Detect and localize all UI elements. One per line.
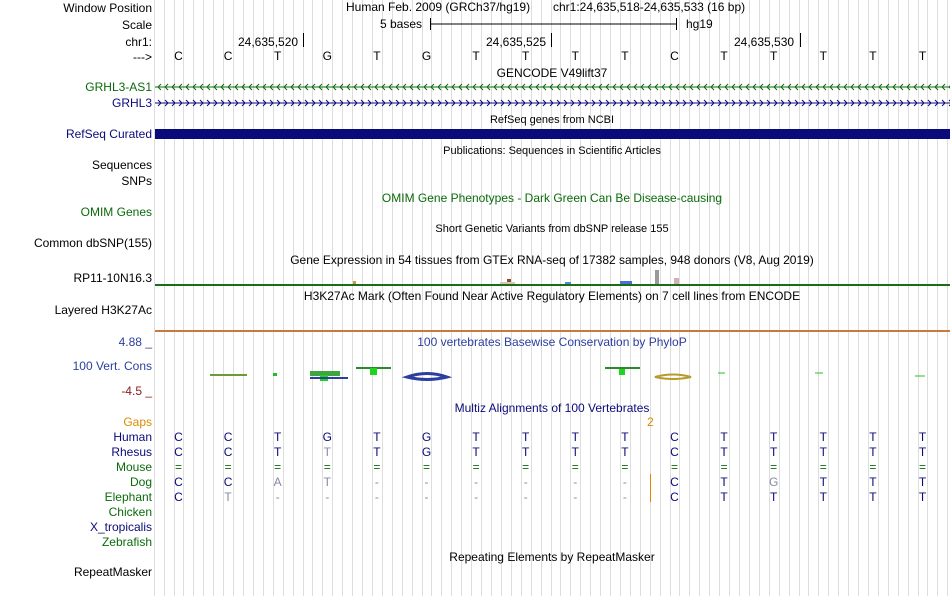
track-label-repeatmasker[interactable]: RepeatMasker	[73, 565, 152, 579]
alignment-base: T	[869, 445, 877, 459]
base-letter: G	[421, 49, 432, 63]
alignment-base: C	[223, 445, 233, 459]
coord-tick-mark-1	[303, 33, 304, 47]
alignment-base: T	[323, 445, 331, 459]
alignment-base: T	[918, 490, 927, 504]
species-label-dog[interactable]: Dog	[129, 475, 152, 489]
h3k27ac-title: H3K27Ac Mark (Often Found Near Active Regulatory Elements) on 7 cell lines from ENCODE	[303, 289, 801, 303]
alignment-base: =	[224, 460, 232, 474]
h3k27ac-signal[interactable]	[155, 330, 950, 332]
alignment-base: G	[421, 430, 432, 444]
base-letter: T	[373, 49, 381, 63]
alignment-base: C	[223, 475, 233, 489]
track-label-h3k27ac[interactable]: Layered H3K27Ac	[54, 303, 152, 317]
alignment-base: =	[522, 460, 530, 474]
phylop-ymax: 4.88 _	[118, 335, 152, 349]
alignment-base: -	[374, 475, 379, 489]
coord-tick-mark-2	[551, 33, 552, 47]
omim-title: OMIM Gene Phenotypes - Dark Green Can Be Disease-causing	[381, 191, 723, 205]
alignment-base: T	[720, 490, 728, 504]
species-label-elephant[interactable]: Elephant	[104, 490, 152, 504]
alignment-base: =	[670, 460, 679, 474]
refseq-title: RefSeq genes from NCBI	[489, 114, 615, 126]
alignment-base: T	[819, 475, 827, 489]
alignment-base: =	[323, 460, 331, 474]
alignment-base: T	[621, 430, 629, 444]
alignment-base: C	[670, 430, 679, 444]
base-letter: T	[819, 49, 827, 63]
alignment-base: T	[918, 430, 927, 444]
alignment-base: =	[770, 460, 778, 474]
alignment-base: -	[523, 490, 528, 504]
alignment-base: C	[670, 475, 679, 489]
phylop-plot[interactable]	[155, 360, 950, 390]
species-label-x_tropicalis[interactable]: X_tropicalis	[89, 520, 152, 534]
coord-tick-1: 24,635,520	[238, 35, 299, 49]
base-letter: C	[174, 49, 183, 63]
alignment-base: -	[622, 490, 627, 504]
alignment-base: -	[474, 475, 479, 489]
track-label-phylop[interactable]: 100 Vert. Cons	[72, 359, 152, 373]
base-letter: T	[621, 49, 629, 63]
gene-label-grhl3[interactable]: GRHL3	[111, 96, 152, 110]
alignment-base: =	[174, 460, 183, 474]
track-label-refseq[interactable]: RefSeq Curated	[65, 127, 152, 141]
alignment-base: C	[670, 445, 679, 459]
alignment-base: T	[274, 445, 282, 459]
gtex-bars[interactable]	[155, 268, 950, 288]
alignment-base: -	[374, 490, 379, 504]
alignment-base: T	[869, 490, 877, 504]
alignment-base: -	[325, 490, 330, 504]
gencode-title: GENCODE V49lift37	[496, 66, 608, 80]
alignment-base: T	[373, 445, 381, 459]
alignment-base: G	[421, 445, 432, 459]
base-letter: C	[670, 49, 679, 63]
chr-label: chr1:	[125, 35, 152, 49]
publications-title: Publications: Sequences in Scientific Articles	[443, 145, 661, 157]
base-letter: T	[472, 49, 480, 63]
multiz-title: Multiz Alignments of 100 Vertebrates	[454, 401, 650, 415]
track-label-dbsnp[interactable]: Common dbSNP(155)	[33, 236, 152, 250]
gene-label-grhl3-as1[interactable]: GRHL3-AS1	[85, 80, 152, 94]
alignment-base: T	[571, 445, 579, 459]
strand-label: --->	[133, 50, 152, 64]
alignment-base: -	[622, 475, 627, 489]
alignment-base: -	[573, 475, 578, 489]
alignment-base: T	[869, 430, 877, 444]
alignment-base: T	[472, 430, 480, 444]
species-label-mouse[interactable]: Mouse	[115, 460, 152, 474]
refseq-gene-bar[interactable]	[155, 129, 950, 139]
alignment-base: T	[720, 430, 728, 444]
scale-bases-text: 5 bases	[380, 17, 423, 31]
alignment-base: T	[869, 475, 877, 489]
alignment-base: T	[274, 430, 282, 444]
alignment-base: C	[174, 430, 183, 444]
alignment-base: =	[621, 460, 629, 474]
alignment-base: T	[770, 490, 778, 504]
alignment-base: =	[819, 460, 827, 474]
alignment-base: T	[918, 445, 927, 459]
gencode-genes[interactable]	[155, 81, 950, 111]
alignment-base: -	[275, 490, 280, 504]
alignment-base: C	[174, 445, 183, 459]
species-label-chicken[interactable]: Chicken	[108, 505, 152, 519]
alignment-base: T	[621, 445, 629, 459]
species-label-rhesus[interactable]: Rhesus	[111, 445, 152, 459]
alignment-base: =	[472, 460, 480, 474]
alignment-base: G	[769, 475, 779, 489]
alignment-base: =	[720, 460, 728, 474]
alignment-base: T	[522, 445, 530, 459]
gap-count: 2	[647, 415, 654, 429]
track-label-omim[interactable]: OMIM Genes	[80, 205, 152, 219]
alignment-base: T	[770, 445, 778, 459]
alignment-base: =	[918, 460, 927, 474]
alignment-base: -	[474, 490, 479, 504]
alignment-base: -	[573, 490, 578, 504]
alignment-base: T	[522, 430, 530, 444]
alignment-base: T	[224, 490, 232, 504]
base-letter: G	[322, 49, 332, 63]
alignment-base: T	[720, 475, 728, 489]
alignment-base: C	[670, 490, 679, 504]
alignment-base: T	[472, 445, 480, 459]
window-position-label: Window Position	[63, 1, 152, 15]
dbsnp-title: Short Genetic Variants from dbSNP release 155	[435, 223, 669, 235]
alignment-base: -	[424, 490, 429, 504]
alignment-base: T	[571, 430, 579, 444]
coord-tick-2: 24,635,525	[486, 35, 547, 49]
gaps-label: Gaps	[123, 415, 152, 429]
alignment-base: C	[174, 490, 183, 504]
gap-marker	[650, 474, 651, 502]
alignment-base: =	[373, 460, 381, 474]
alignment-base: =	[274, 460, 282, 474]
alignment-base: C	[223, 430, 233, 444]
track-label-sequences[interactable]: Sequences	[91, 158, 152, 172]
assembly-text: Human Feb. 2009 (GRCh37/hg19)	[346, 0, 531, 14]
alignment-base: A	[273, 475, 282, 489]
alignment-base: G	[322, 430, 332, 444]
alignment-base: T	[323, 475, 331, 489]
alignment-base: T	[918, 475, 927, 489]
coord-tick-mark-3	[800, 33, 801, 47]
alignment-base: -	[424, 475, 429, 489]
base-letter: T	[720, 49, 728, 63]
base-letter: T	[522, 49, 530, 63]
gtex-title: Gene Expression in 54 tissues from GTEx RNA-seq of 17382 samples, 948 donors (V8, Aug 2019)	[290, 253, 814, 267]
alignment-base: T	[770, 430, 778, 444]
alignment-base: T	[819, 490, 827, 504]
alignment-base: T	[819, 445, 827, 459]
position-text: chr1:24,635,518-24,635,533 (16 bp)	[553, 0, 746, 14]
base-letter: T	[571, 49, 579, 63]
scale-db-text: hg19	[686, 17, 713, 31]
scale-bar	[430, 18, 680, 30]
base-letter: T	[770, 49, 778, 63]
species-label-human[interactable]: Human	[113, 430, 152, 444]
alignment-base: =	[869, 460, 877, 474]
alignment-base: T	[819, 430, 827, 444]
base-letter: T	[869, 49, 877, 63]
alignment-base: C	[174, 475, 183, 489]
base-letter: T	[274, 49, 282, 63]
alignment-base: T	[720, 445, 728, 459]
track-label-gtex[interactable]: RP11-10N16.3	[73, 271, 152, 285]
repeatmasker-title: Repeating Elements by RepeatMasker	[449, 550, 655, 564]
alignment-base: =	[422, 460, 431, 474]
base-letter: T	[918, 49, 927, 63]
alignment-base: T	[373, 430, 381, 444]
alignment-base: -	[523, 475, 528, 489]
phylop-title: 100 vertebrates Basewise Conservation by PhyloP	[417, 335, 687, 349]
species-label-zebrafish[interactable]: Zebrafish	[101, 535, 152, 549]
scale-label: Scale	[121, 18, 152, 32]
alignment-base: =	[571, 460, 579, 474]
track-label-snps[interactable]: SNPs	[121, 174, 152, 188]
base-letter: C	[223, 49, 233, 63]
coord-tick-3: 24,635,530	[734, 35, 795, 49]
phylop-ymin: -4.5 _	[121, 384, 152, 398]
